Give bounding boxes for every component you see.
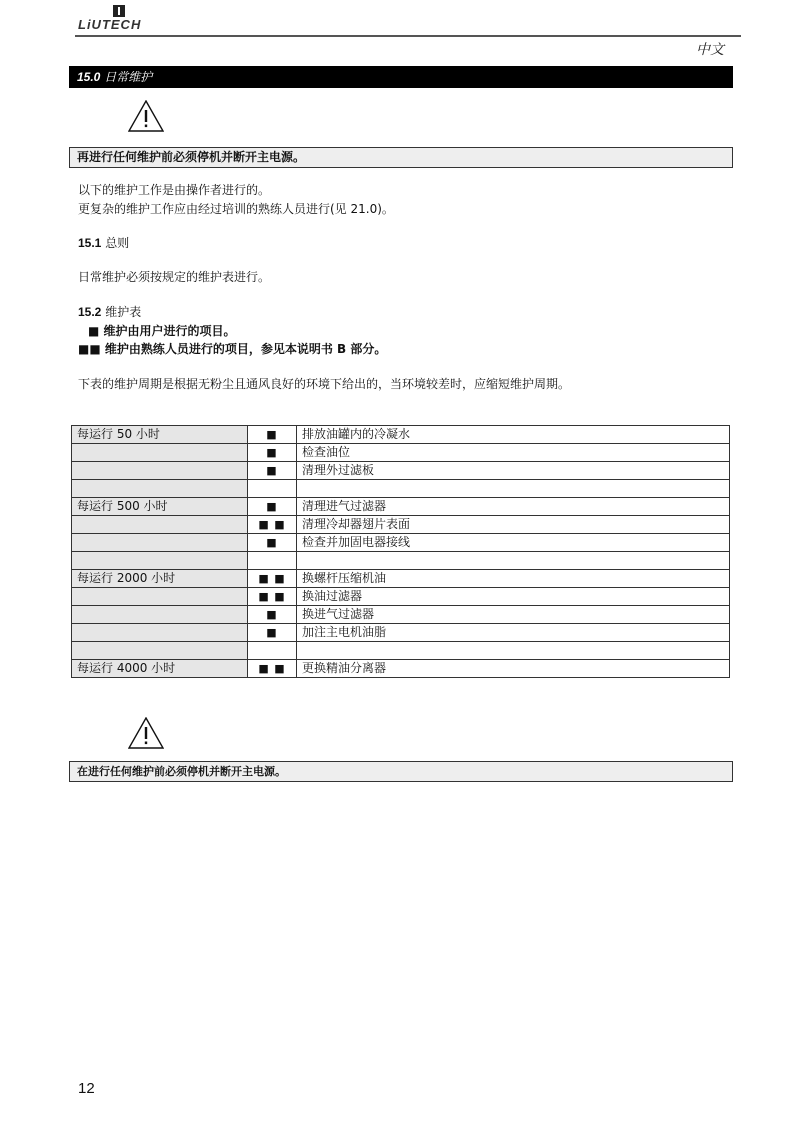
legend-skilled-item — [78, 340, 386, 359]
intro-line-2: 更复杂的维护工作应由经过培训的熟练人员进行(见 21.0)。 — [78, 202, 394, 216]
legend-double-square-icon: ■■ — [78, 342, 101, 356]
table-row — [72, 642, 730, 660]
task-cell: 换进气过滤器 — [297, 606, 730, 624]
interval-cell — [72, 642, 248, 660]
legend-skilled-text: 维护由熟练人员进行的项目，参见本说明书 B 部分。 — [104, 342, 387, 356]
mark-cell: ■ ■ — [248, 660, 297, 678]
interval-cell: 每运行 2000 小时 — [72, 570, 248, 588]
heading-15-2 — [78, 303, 141, 322]
interval-cell — [72, 462, 248, 480]
language-label: 中文 — [696, 42, 724, 58]
legend-user-item — [88, 322, 236, 341]
mark-cell: ■ ■ — [248, 588, 297, 606]
task-cell: 检查油位 — [297, 444, 730, 462]
interval-cell — [72, 588, 248, 606]
mark-cell: ■ — [248, 624, 297, 642]
warning-box-bottom: 在进行任何维护前必须停机并断开主电源。 — [69, 761, 733, 782]
intro-line-1: 以下的维护工作是由操作者进行的。 — [78, 183, 271, 197]
logo-mark-icon — [113, 5, 125, 17]
table-row — [72, 588, 730, 606]
table-row — [72, 498, 730, 516]
mark-cell: ■ — [248, 606, 297, 624]
warning-triangle-icon — [128, 717, 164, 749]
table-row — [72, 426, 730, 444]
interval-cell — [72, 444, 248, 462]
mark-cell: ■ ■ — [248, 570, 297, 588]
heading-15-2-title: 维护表 — [105, 305, 142, 319]
heading-15-1-title: 总则 — [105, 236, 130, 250]
header-divider — [75, 35, 741, 37]
task-cell: 换油过滤器 — [297, 588, 730, 606]
mark-cell — [248, 552, 297, 570]
table-row — [72, 480, 730, 498]
warning-box-top: 再进行任何维护前必须停机并断开主电源。 — [69, 147, 733, 168]
table-row — [72, 516, 730, 534]
mark-cell: ■ — [248, 498, 297, 516]
table-row — [72, 606, 730, 624]
mark-cell: ■ — [248, 534, 297, 552]
heading-15-1-number: 15.1 — [78, 236, 102, 250]
heading-15-2-number: 15.2 — [78, 305, 102, 319]
task-cell: 清理外过滤板 — [297, 462, 730, 480]
mark-cell: ■ ■ — [248, 516, 297, 534]
section-15-1-body: 日常维护必须按规定的维护表进行。 — [78, 270, 271, 284]
logo-text: LiUTECH — [78, 17, 142, 32]
legend-user-text: 维护由用户进行的项目。 — [103, 324, 236, 338]
section-title-bar — [69, 66, 733, 88]
mark-cell: ■ — [248, 426, 297, 444]
task-cell — [297, 552, 730, 570]
interval-cell — [72, 552, 248, 570]
task-cell: 清理进气过滤器 — [297, 498, 730, 516]
interval-cell: 每运行 4000 小时 — [72, 660, 248, 678]
table-row — [72, 462, 730, 480]
liutech-logo — [78, 5, 158, 33]
legend-single-square-icon: ■ — [88, 324, 100, 338]
mark-cell: ■ — [248, 444, 297, 462]
table-row — [72, 534, 730, 552]
mark-cell — [248, 642, 297, 660]
warning-triangle-icon — [128, 100, 164, 132]
table-row — [72, 444, 730, 462]
interval-cell: 每运行 500 小时 — [72, 498, 248, 516]
interval-cell — [72, 624, 248, 642]
task-cell: 检查并加固电器接线 — [297, 534, 730, 552]
page-number: 12 — [78, 1080, 95, 1097]
section-title: 日常维护 — [104, 70, 153, 84]
heading-15-1 — [78, 234, 129, 253]
task-cell: 加注主电机油脂 — [297, 624, 730, 642]
table-row — [72, 660, 730, 678]
section-number: 15.0 — [77, 70, 101, 84]
table-row — [72, 552, 730, 570]
interval-cell — [72, 534, 248, 552]
task-cell: 换螺杆压缩机油 — [297, 570, 730, 588]
table-row — [72, 570, 730, 588]
task-cell: 更换精油分离器 — [297, 660, 730, 678]
task-cell — [297, 480, 730, 498]
maintenance-table — [71, 425, 730, 678]
interval-cell — [72, 480, 248, 498]
mark-cell: ■ — [248, 462, 297, 480]
interval-cell — [72, 516, 248, 534]
maintenance-note: 下表的维护周期是根据无粉尘且通风良好的环境下给出的，当环境较差时，应缩短维护周期。 — [78, 377, 571, 391]
task-cell: 清理冷却器翅片表面 — [297, 516, 730, 534]
table-row — [72, 624, 730, 642]
interval-cell — [72, 606, 248, 624]
mark-cell — [248, 480, 297, 498]
interval-cell: 每运行 50 小时 — [72, 426, 248, 444]
task-cell: 排放油罐内的冷凝水 — [297, 426, 730, 444]
task-cell — [297, 642, 730, 660]
